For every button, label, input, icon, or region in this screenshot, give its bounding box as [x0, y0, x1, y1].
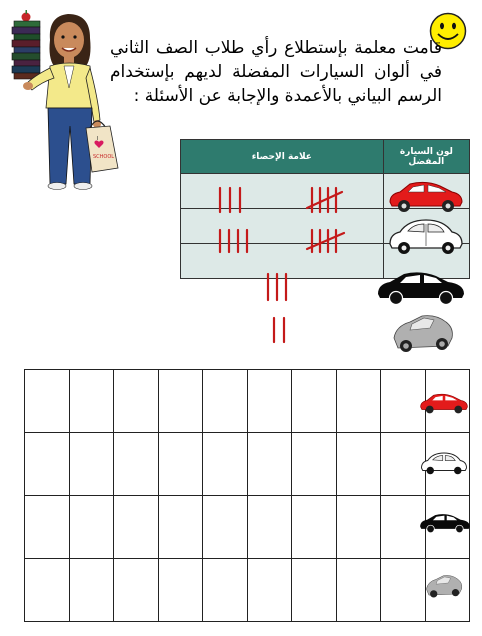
tally-marks-white: [220, 230, 344, 252]
question-text: قامت معلمة بإستطلاع رأي طلاب الصف الثاني في ألوان السيارات المفضلة لديهم بإستخدام الرسم البياني بالأعمدة والإجابة عن الأسئلة :: [110, 38, 442, 106]
graph-row-gray: [25, 559, 470, 622]
graph-row-red: [25, 370, 470, 433]
graph-cell[interactable]: [247, 559, 292, 622]
graph-cell[interactable]: [292, 433, 337, 496]
graph-cell[interactable]: [292, 559, 337, 622]
graph-white-car-icon: [419, 450, 469, 476]
bar-graph-grid: [24, 369, 470, 622]
svg-text:I: I: [97, 136, 99, 142]
graph-cell[interactable]: [203, 496, 248, 559]
graph-cell[interactable]: [158, 496, 203, 559]
graph-cell[interactable]: [114, 370, 159, 433]
graph-cell[interactable]: [114, 496, 159, 559]
graph-cell[interactable]: [69, 370, 114, 433]
graph-cell[interactable]: [336, 433, 381, 496]
graph-cell[interactable]: [158, 433, 203, 496]
graph-cell[interactable]: [25, 559, 70, 622]
graph-row-black: [25, 496, 470, 559]
graph-cell[interactable]: [25, 370, 70, 433]
graph-cell[interactable]: [336, 559, 381, 622]
graph-cell[interactable]: [247, 370, 292, 433]
svg-text:SCHOOL: SCHOOL: [93, 154, 115, 160]
header-tally: علامة الإحصاء: [181, 140, 384, 174]
graph-cell[interactable]: [69, 559, 114, 622]
tally-marks-red: [220, 188, 342, 212]
tally-marks-gray: [274, 318, 284, 342]
tally-marks-layer: [180, 172, 384, 346]
graph-cell[interactable]: [292, 370, 337, 433]
graph-black-car-icon: [419, 510, 471, 534]
graph-cell[interactable]: [69, 433, 114, 496]
graph-gray-car-icon: [424, 571, 464, 601]
graph-cell[interactable]: [158, 370, 203, 433]
school-bag-icon: [86, 121, 118, 172]
tally-marks-black: [268, 274, 286, 300]
teacher-with-books-illustration: [6, 8, 126, 190]
header-car-color: لون السيارة المفضل: [383, 140, 469, 174]
books-stack-icon: [12, 10, 40, 79]
graph-cell[interactable]: [25, 433, 70, 496]
gray-car-icon: [390, 312, 456, 354]
graph-cell[interactable]: [203, 433, 248, 496]
graph-cell[interactable]: [336, 370, 381, 433]
white-car-icon: [386, 216, 466, 256]
graph-cell[interactable]: [158, 559, 203, 622]
graph-cell[interactable]: [336, 496, 381, 559]
red-car-icon: [386, 178, 466, 214]
graph-cell[interactable]: [25, 496, 70, 559]
black-car-icon: [376, 266, 466, 306]
graph-cell[interactable]: [69, 496, 114, 559]
graph-cell[interactable]: [203, 370, 248, 433]
graph-cell[interactable]: [114, 433, 159, 496]
graph-cell[interactable]: [247, 496, 292, 559]
graph-cell[interactable]: [292, 496, 337, 559]
graph-cell[interactable]: [381, 559, 426, 622]
graph-cell[interactable]: [114, 559, 159, 622]
graph-row-white: [25, 433, 470, 496]
graph-red-car-icon: [418, 390, 470, 416]
graph-cell[interactable]: [247, 433, 292, 496]
graph-cell[interactable]: [203, 559, 248, 622]
